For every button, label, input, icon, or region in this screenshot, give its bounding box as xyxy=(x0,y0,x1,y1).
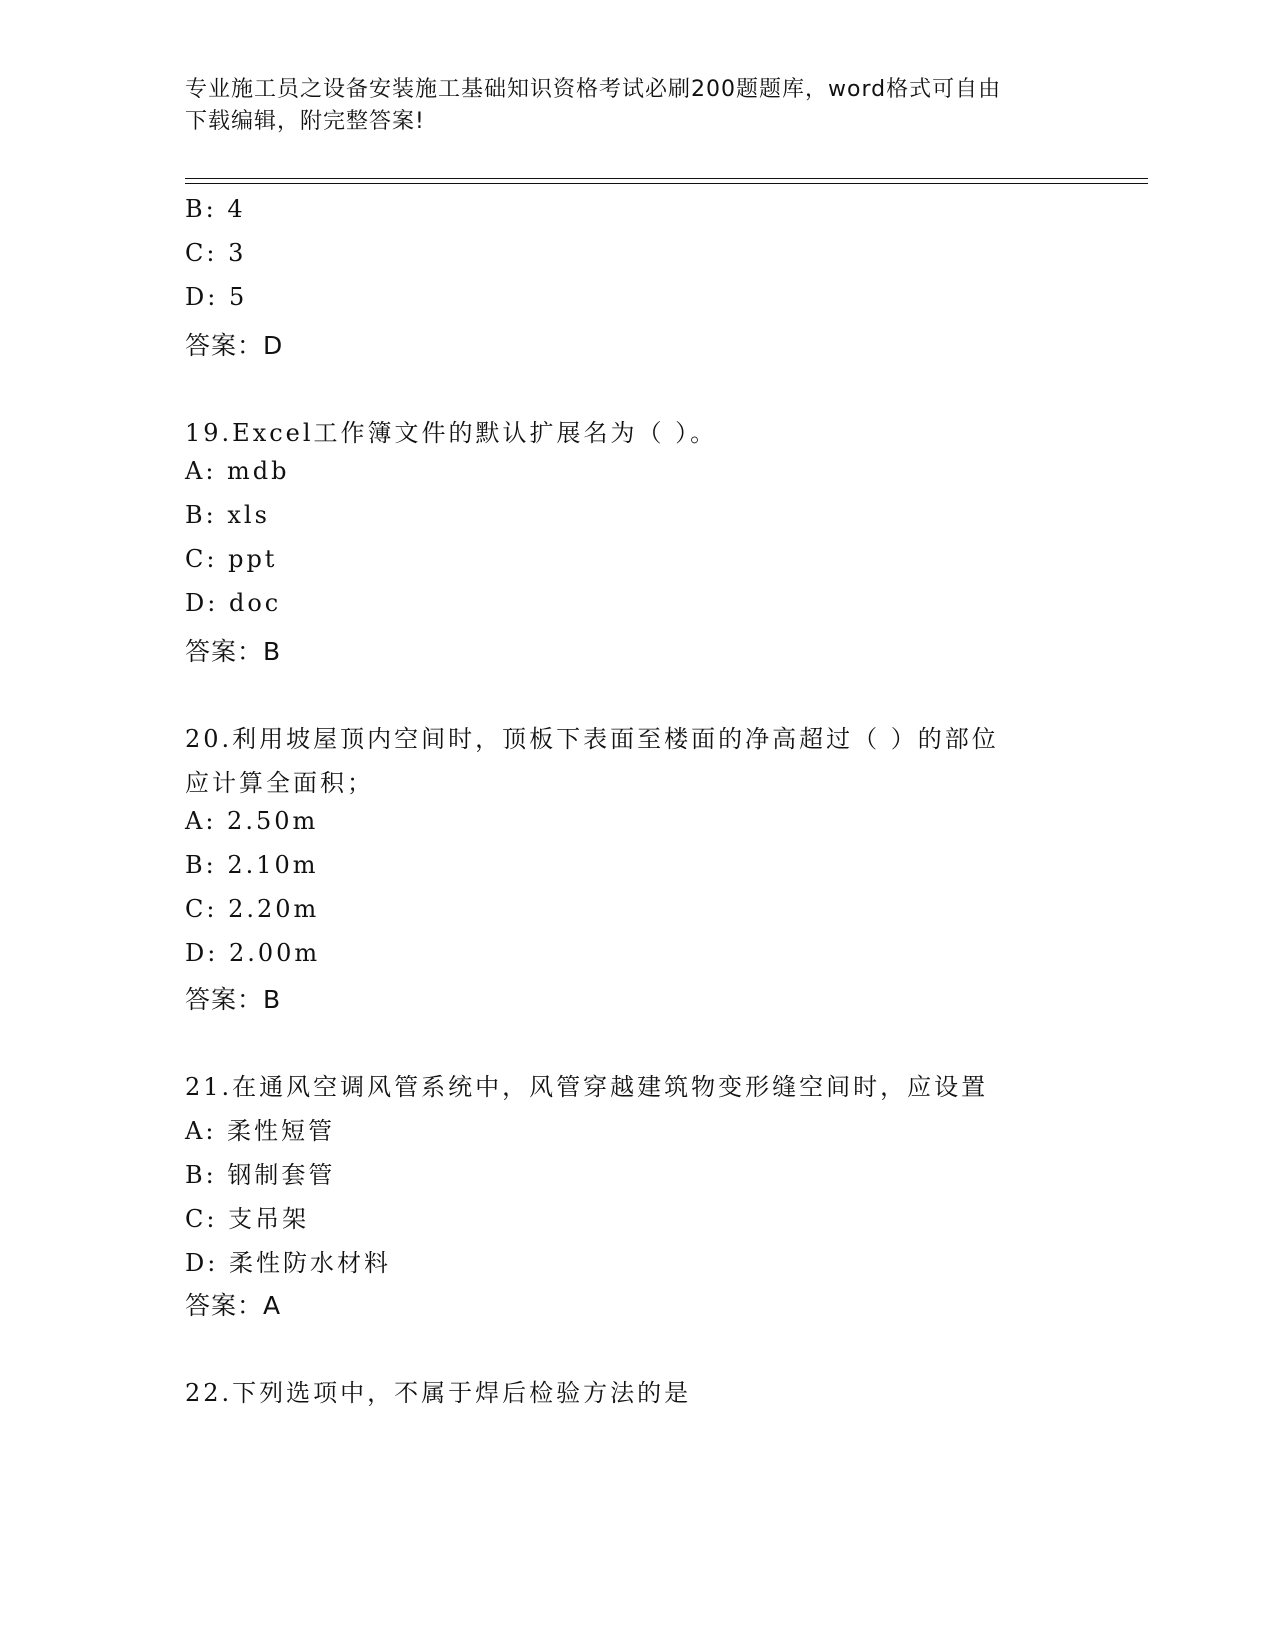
q21-stem: 21.在通风空调风管系统中，风管穿越建筑物变形缝空间时，应设置 xyxy=(185,1073,989,1101)
header-line-2: 下载编辑，附完整答案! xyxy=(185,109,425,134)
q20-option-c: C: 2.20m xyxy=(185,895,320,923)
q21-option-a: A: 柔性短管 xyxy=(185,1117,336,1145)
q19-option-c: C: ppt xyxy=(185,545,278,573)
q18-answer: 答案：D xyxy=(185,331,284,360)
q19-option-d: D: doc xyxy=(185,589,282,617)
q21-option-d: D: 柔性防水材料 xyxy=(185,1249,391,1277)
q20-option-d: D: 2.00m xyxy=(185,939,321,967)
q20-answer: 答案：B xyxy=(185,985,282,1014)
q18-option-c: C: 3 xyxy=(185,239,247,267)
q20-option-b: B: 2.10m xyxy=(185,851,319,879)
q20-stem-line-2: 应计算全面积； xyxy=(185,769,374,797)
header-rule-bottom xyxy=(185,183,1148,184)
q18-option-d: D: 5 xyxy=(185,283,248,311)
document-header xyxy=(185,74,1065,138)
q22-stem: 22.下列选项中，不属于焊后检验方法的是 xyxy=(185,1379,692,1407)
q21-option-b: B: 钢制套管 xyxy=(185,1161,336,1189)
q18-option-b: B: 4 xyxy=(185,195,246,223)
q21-answer: 答案：A xyxy=(185,1291,282,1320)
q19-answer: 答案：B xyxy=(185,637,282,666)
q21-option-c: C: 支吊架 xyxy=(185,1205,310,1233)
q20-option-a: A: 2.50m xyxy=(185,807,319,835)
q20-stem-line-1: 20.利用坡屋顶内空间时，顶板下表面至楼面的净高超过（ ）的部位 xyxy=(185,725,999,753)
q19-stem: 19.Excel工作簿文件的默认扩展名为（ ）。 xyxy=(185,419,718,447)
q19-option-b: B: xls xyxy=(185,501,270,529)
header-line-1: 专业施工员之设备安装施工基础知识资格考试必刷200题题库，word格式可自由 xyxy=(185,77,1002,102)
q19-option-a: A: mdb xyxy=(185,457,290,485)
header-rule-top xyxy=(185,178,1148,179)
